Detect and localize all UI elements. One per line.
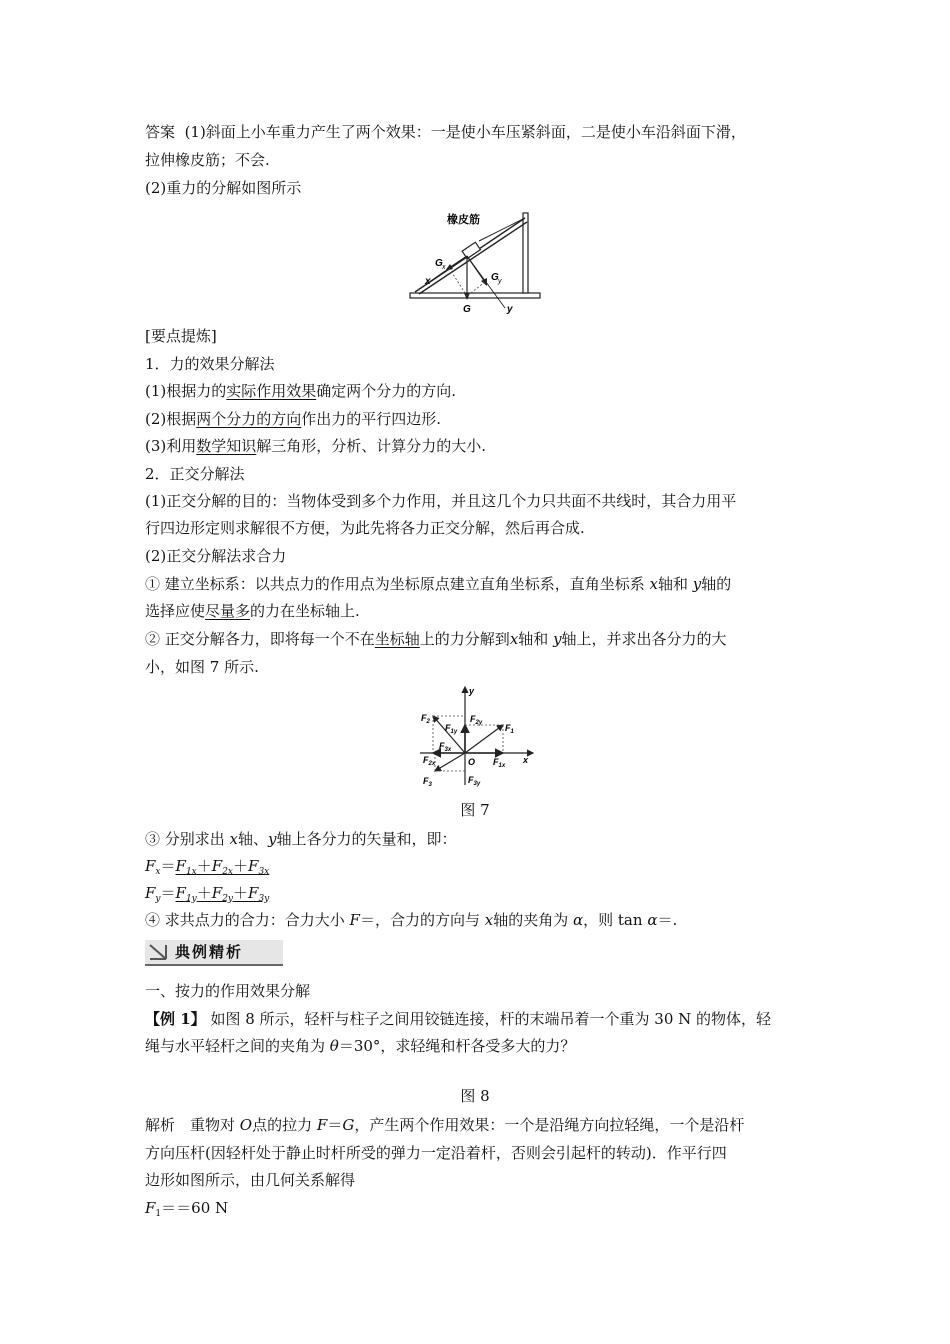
fig7-F1y-sub: 1y (450, 729, 458, 735)
plus: ＋ (196, 884, 212, 902)
plus: ＋ (196, 857, 212, 875)
text: ＝，合力的方向与 (359, 911, 485, 929)
incline-label-gx: G (435, 258, 443, 269)
answer-part1-a: (1)斜面上小车重力产生了两个效果：一是使小车压紧斜面，二是使小车沿斜面下滑， (184, 123, 746, 141)
equation-fy (145, 882, 269, 910)
step-1-b (145, 600, 360, 622)
incline-label-g: G (463, 304, 471, 315)
text: 轴和 (518, 630, 554, 648)
fig7-F2y-sub: 2y (475, 720, 483, 726)
incline-label-y: y (507, 304, 513, 315)
text: 的力在坐标轴上. (250, 602, 360, 620)
figure-7-caption: 图 7 (460, 801, 490, 819)
solution-line-4 (145, 1197, 228, 1225)
solution-line-1 (145, 1114, 744, 1136)
underlined-term: 实际作用效果 (226, 382, 317, 400)
var-x: x (649, 575, 659, 593)
text: 点的拉力 (252, 1116, 317, 1134)
fig7-F1-sub: 1 (510, 729, 514, 735)
figure-7 (415, 685, 535, 790)
sub: 2y (222, 894, 234, 904)
section-corner-icon (147, 942, 169, 962)
step-1-a (145, 573, 731, 595)
step-2-b: 小，如图 7 所示. (145, 658, 259, 676)
var-F: F (248, 857, 259, 875)
text: 轴、 (238, 830, 269, 848)
text: 作出力的平行四边形. (301, 410, 442, 428)
sub: 3x (258, 867, 270, 877)
step-4 (145, 909, 677, 931)
text: 轴的 (701, 575, 732, 593)
fig7-F2-sub: 2 (426, 719, 430, 725)
answer-line-2: 拉伸橡皮筋；不会. (145, 151, 270, 169)
var-F: F (175, 884, 186, 902)
eq: ＝ (160, 857, 176, 875)
var-y: y (553, 630, 562, 648)
example-label: 【例 1】 (145, 1010, 206, 1028)
underlined-term: 数学知识 (196, 437, 257, 455)
var-F: F (248, 884, 259, 902)
fig7-F3x: F (439, 741, 445, 751)
sub: 1x (185, 867, 197, 877)
var-F: F (211, 857, 223, 875)
example-subheading: 一、按力的作用效果分解 (145, 982, 311, 1000)
text: 上的力分解到 (419, 630, 510, 648)
incline-figure (405, 208, 545, 316)
solution-line-2: 方向压杆(因轻杆处于静止时杆所受的弹力一定沿着杆，否则会引起杆的转动)．作平行四 (145, 1144, 727, 1162)
answer-label: 答案 (145, 123, 176, 141)
text: 轴上各分力的矢量和，即： (276, 830, 457, 848)
svg-text:F2x (423, 755, 436, 767)
text: 重物对 (175, 1116, 240, 1134)
text: (2)根据 (145, 410, 197, 428)
var-G: G (342, 1116, 355, 1134)
eq: ＝ (327, 1116, 343, 1134)
text: 确定两个分力的方向. (316, 382, 457, 400)
section-1-item-3 (145, 435, 486, 457)
svg-text:F3 (423, 776, 433, 788)
var-x: x (509, 630, 519, 648)
answer-line-1 (145, 121, 746, 143)
plus: ＋ (233, 884, 249, 902)
fig7-F3y-sub: 3y (473, 781, 481, 787)
text: 解三角形，分析、计算分力的大小. (256, 437, 487, 455)
text: ④ 求共点力的合力：合力大小 (145, 911, 350, 929)
example-line-2 (145, 1035, 575, 1057)
svg-text:F1y (445, 723, 458, 735)
text: 绳与水平轻杆之间的夹角为 (145, 1037, 330, 1055)
text: 轴的夹角为 (493, 911, 573, 929)
section-2-title: 2．正交分解法 (145, 465, 245, 483)
var-y: y (692, 575, 702, 593)
svg-text:F2 (421, 713, 431, 725)
fig7-F1x-sub: 1x (498, 763, 506, 769)
fig7-F1y: F (445, 723, 451, 733)
var-x: x (484, 911, 494, 929)
var-F: F (211, 884, 223, 902)
section-header (145, 940, 283, 966)
text: ＝＝60 N (161, 1199, 229, 1217)
sub: 2x (222, 867, 233, 877)
text: ① 建立坐标系：以共点力的作用点为坐标原点建立直角坐标系，直角坐标系 (145, 575, 650, 593)
sub: y (155, 894, 161, 904)
text: (3)利用 (145, 437, 197, 455)
var-F: F (316, 1116, 328, 1134)
plus: ＋ (233, 857, 249, 875)
sub: 3y (258, 894, 270, 904)
text: 轴上，并求出各分力的大 (561, 630, 727, 648)
text: ＝. (657, 911, 678, 929)
fig7-origin: O (468, 757, 476, 767)
underlined-term: 坐标轴 (374, 630, 420, 648)
incline-label-gx-sub: x (442, 264, 446, 271)
fig7-F2x: F (423, 755, 429, 765)
fig7-F2: F (421, 713, 427, 723)
fig7-F3: F (423, 776, 429, 786)
text: ，产生两个作用效果：一个是沿绳方向拉轻绳，一个是沿杆 (354, 1116, 745, 1134)
solution-line-3: 边形如图所示，由几何关系解得 (145, 1171, 356, 1189)
var-x: x (229, 830, 239, 848)
text: 选择应使 (145, 602, 206, 620)
solution-label: 解析 (145, 1116, 176, 1134)
section-1-item-1 (145, 380, 456, 402)
step-2-a (145, 628, 727, 650)
example-line-1 (145, 1008, 771, 1030)
var-F: F (175, 857, 186, 875)
incline-label-gy-sub: y (498, 278, 502, 285)
fig7-y-axis-label: y (469, 686, 475, 696)
var-F: F (349, 911, 360, 929)
step-3 (145, 828, 457, 850)
section-2-item-2: (2)正交分解法求合力 (145, 547, 287, 565)
equation-fx (145, 855, 269, 883)
incline-label-rubber: 橡皮筋 (447, 214, 480, 226)
text: ③ 分别求出 (145, 830, 230, 848)
text: 如图 8 所示，轻杆与柱子之间用铰链连接，杆的末端吊着一个重为 30 N 的物体，轻 (205, 1010, 772, 1028)
fig7-F2y: F (470, 714, 476, 724)
answer-line-3: (2)重力的分解如图所示 (145, 179, 302, 197)
var-F: F (145, 857, 156, 875)
incline-label-gy: G (491, 272, 499, 283)
var-alpha: α (647, 911, 658, 929)
underlined-term: 尽量多 (205, 602, 251, 620)
key-points-heading: [要点提炼] (145, 327, 217, 345)
fig7-F1: F (505, 723, 511, 733)
svg-text:F2y (470, 714, 483, 726)
underlined-term: 两个分力的方向 (196, 410, 302, 428)
fig7-x-axis-label: x (523, 755, 529, 765)
text: 轴和 (658, 575, 693, 593)
text: ＝30°，求轻绳和杆各受多大的力？ (338, 1037, 576, 1055)
var-F: F (145, 1199, 156, 1217)
fig7-F1x: F (493, 757, 499, 767)
var-y: y (268, 830, 277, 848)
fig7-F2x-sub: 2x (428, 761, 436, 767)
incline-label-x: x (425, 276, 431, 287)
sub: 1 (155, 1209, 162, 1219)
svg-text:F1 (505, 723, 515, 735)
fig7-F3-sub: 3 (428, 782, 432, 788)
text: ② 正交分解各力，即将每一个不在 (145, 630, 375, 648)
section-title: 典例精析 (175, 943, 244, 961)
sub: 1y (185, 894, 197, 904)
svg-text:F3x (439, 741, 452, 753)
svg-text:F1x (493, 757, 506, 769)
section-1-title: 1．力的效果分解法 (145, 355, 275, 373)
section-2-item-1-b: 行四边形定则求解很不方便，为此先将各力正交分解，然后再合成. (145, 519, 585, 537)
fig7-F3x-sub: 3x (444, 747, 452, 753)
sub: x (155, 867, 161, 877)
eq: ＝ (160, 884, 176, 902)
var-F: F (145, 884, 156, 902)
var-theta: θ (329, 1037, 339, 1055)
section-2-item-1-a: (1)正交分解的目的：当物体受到多个力作用，并且这几个力只共面不共线时，其合力用平 (145, 492, 737, 510)
var-O: O (239, 1116, 253, 1134)
text: (1)根据力的 (145, 382, 227, 400)
section-1-item-2 (145, 408, 441, 430)
figure-8-caption: 图 8 (460, 1087, 490, 1105)
fig7-F3y: F (468, 775, 474, 785)
var-alpha: α (573, 911, 584, 929)
svg-text:F3y (468, 775, 481, 787)
text: ，则 tan (583, 911, 648, 929)
